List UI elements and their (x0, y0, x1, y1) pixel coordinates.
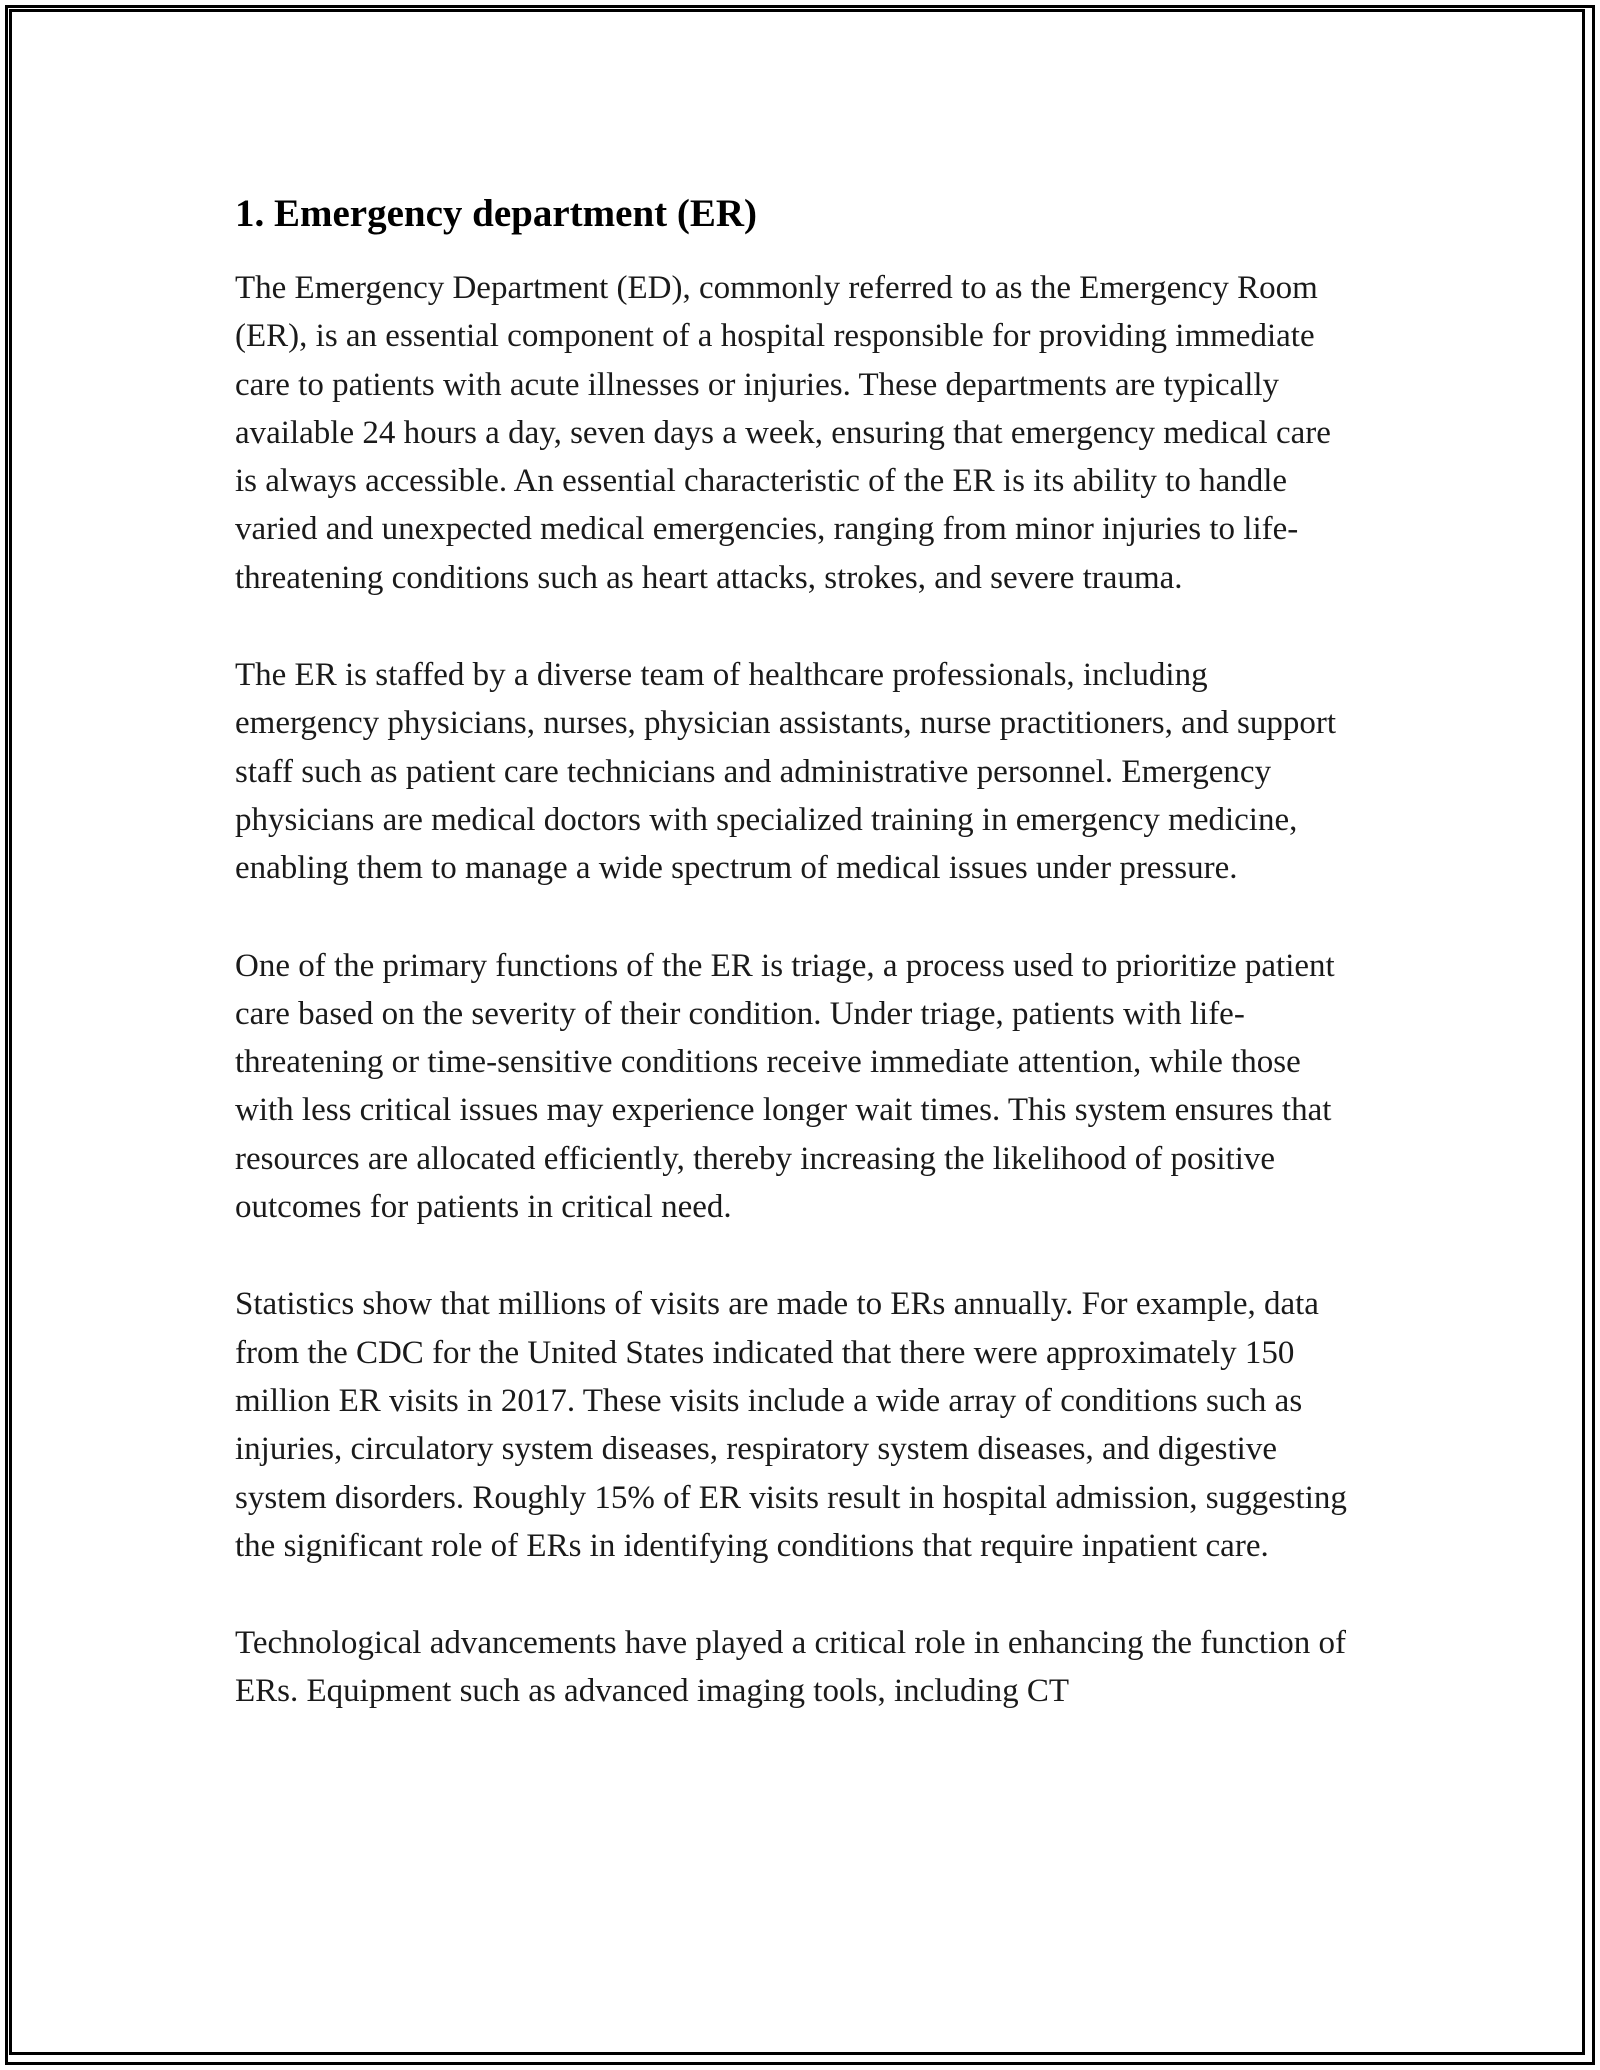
document-body (235, 188, 1355, 1765)
paragraph-triage: One of the primary functions of the ER is triage, a process used to prioritize patient care based on the severity of their condition. Under triage, patients with life-threatening or time-sensitive conditions receive immediate attention, while those with less critical issues may experience longer wait times. This system ensures that resources are allocated efficiently, thereby increasing the likelihood of positive outcomes for patients in critical need. (235, 947, 1335, 1226)
paragraph-intro: The Emergency Department (ED), commonly referred to as the Emergency Room (ER), is an essential component of a hospital responsible for providing immediate care to patients with acute illnesses or injuries. These departments are typically available 24 hours a day, seven days a week, ensuring that emergency medical care is always accessible. An essential characteristic of the ER is its ability to handle varied and unexpected medical emergencies, ranging from minor injuries to life-threatening conditions such as heart attacks, strokes, and severe trauma. (235, 270, 1331, 596)
paragraph-staffing: The ER is staffed by a diverse team of healthcare professionals, including emergency physicians, nurses, physician assistants, nurse practitioners, and support staff such as patient care technicians and administrative personnel. Emergency physicians are medical doctors with specialized training in emergency medicine, enabling them to manage a wide spectrum of medical issues under pressure. (235, 657, 1336, 887)
paragraph-technology: Technological advancements have played a critical role in enhancing the function of ERs. Equipment such as advanced imaging tools, including CT (235, 1625, 1346, 1710)
section-heading: 1. Emergency department (ER) (235, 192, 758, 235)
paragraph-statistics: Statistics show that millions of visits are made to ERs annually. For example, data from the CDC for the United States indicated that there were approximately 150 million ER visits in 2017. These visits include a wide array of conditions such as injuries, circulatory system diseases, respiratory system diseases, and digestive system disorders. Roughly 15% of ER visits result in hospital admission, suggesting the significant role of ERs in identifying conditions that require inpatient care. (235, 1286, 1347, 1564)
